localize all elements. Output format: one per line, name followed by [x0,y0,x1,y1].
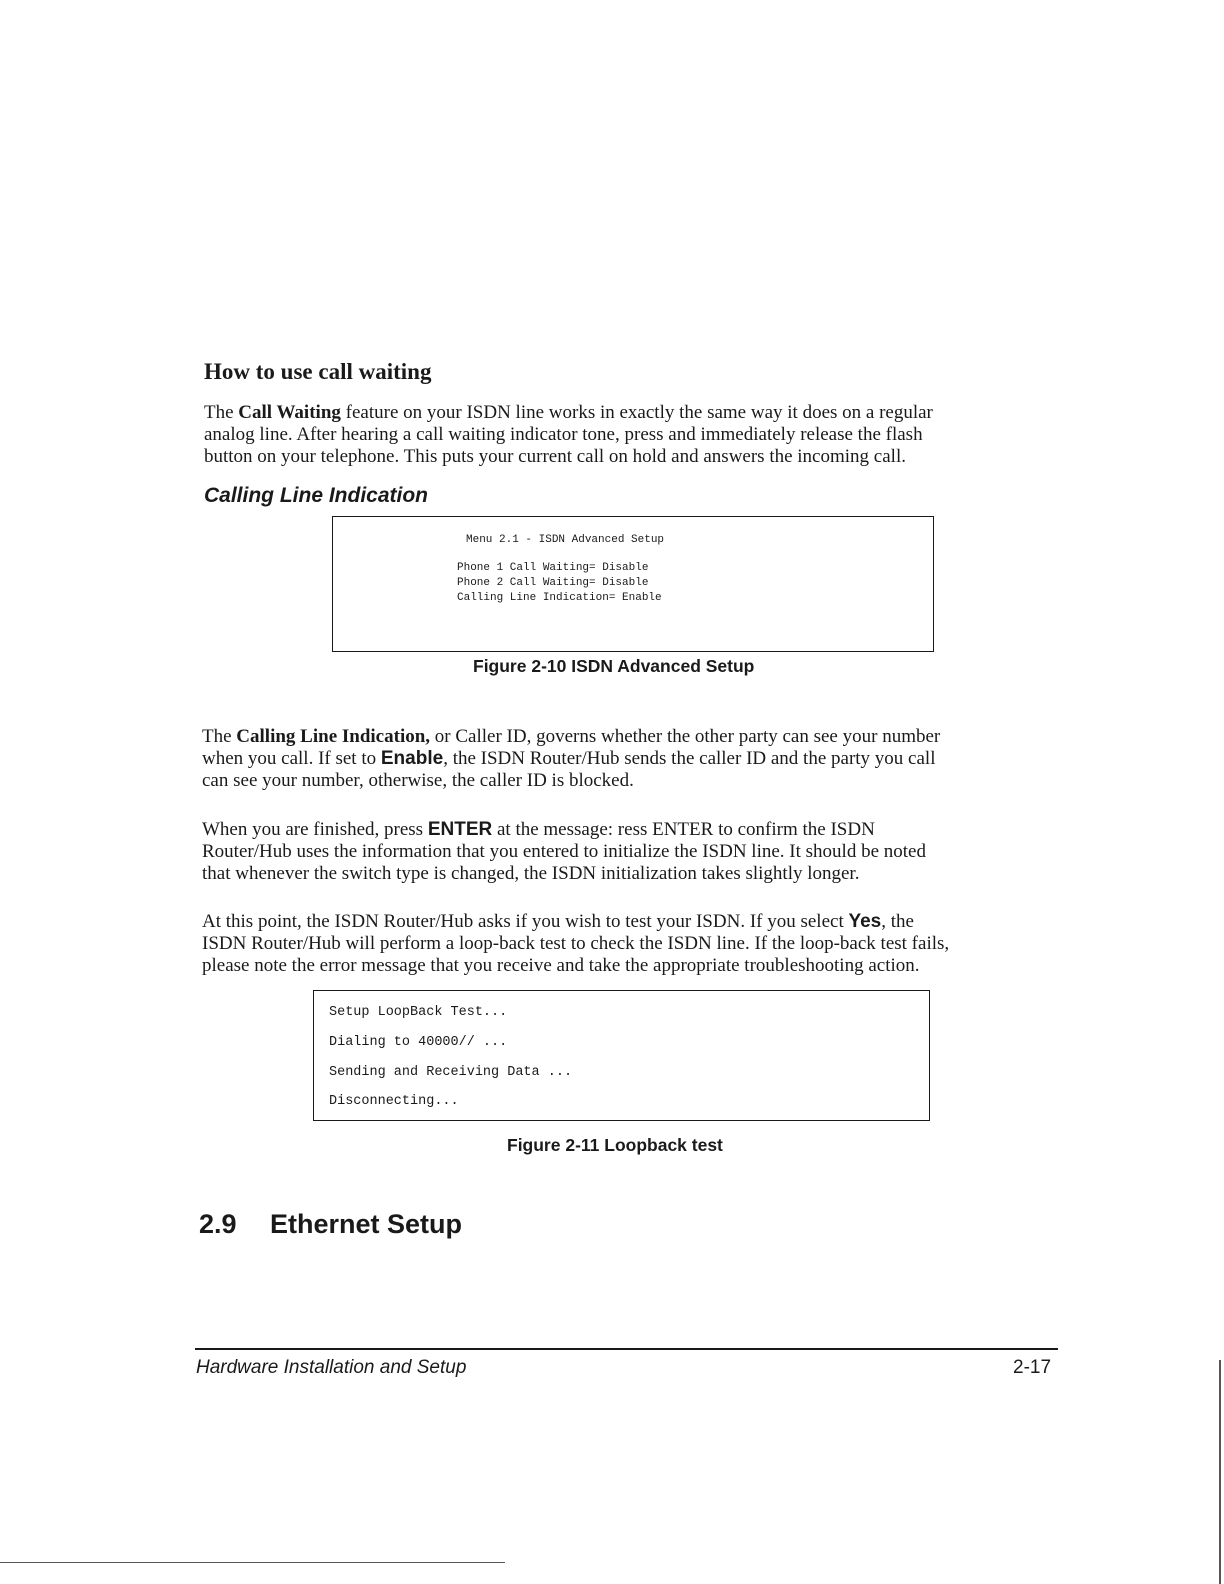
heading-call-waiting: How to use call waiting [204,359,432,384]
paragraph-line: The Call Waiting feature on your ISDN line works in exactly the same way it does on a regular [204,402,933,423]
paragraph-line: Router/Hub uses the information that you entered to initialize the ISDN line. It should be noted [202,841,926,862]
paragraph-line: that whenever the switch type is changed, the ISDN initialization takes slightly longer. [202,863,860,884]
paragraph-line: analog line. After hearing a call waiting indicator tone, press and immediately release the flash [204,424,923,445]
menu-line: Calling Line Indication= Enable [457,592,662,604]
paragraph-calling-line-indication [202,726,940,792]
paragraph-loopback [202,911,949,977]
menu-title: Menu 2.1 - ISDN Advanced Setup [466,534,665,546]
paragraph-line: please note the error message that you receive and take the appropriate troubleshooting action. [202,955,920,976]
loopback-line: Disconnecting... [329,1094,459,1109]
paragraph-line: when you call. If set to Enable, the ISDN Router/Hub sends the caller ID and the party you call [202,748,936,769]
loopback-line: Sending and Receiving Data ... [329,1065,573,1080]
footer-title: Hardware Installation and Setup [196,1357,467,1378]
menu-line: Phone 1 Call Waiting= Disable [457,562,649,574]
paragraph-call-waiting [204,402,933,468]
menu-line: Phone 2 Call Waiting= Disable [457,577,649,589]
heading-calling-line-indication: Calling Line Indication [204,484,429,507]
paragraph-line: At this point, the ISDN Router/Hub asks if you wish to test your ISDN. If you select Yes, the [202,911,914,932]
paragraph-line: The Calling Line Indication, or Caller ID, governs whether the other party can see your number [202,726,941,747]
loopback-line: Dialing to 40000// ... [329,1035,508,1050]
scan-edge-line [0,1562,505,1563]
scan-edge-line [1219,1360,1221,1584]
figure-caption: Figure 2-10 ISDN Advanced Setup [473,656,755,676]
paragraph-line: When you are finished, press ENTER at the message: ress ENTER to confirm the ISDN [202,819,875,840]
paragraph-line: can see your number, otherwise, the caller ID is blocked. [202,770,634,791]
paragraph-line: ISDN Router/Hub will perform a loop-back test to check the ISDN line. If the loop-back test fails, [202,933,950,954]
paragraph-finish [202,819,926,885]
loopback-line: Setup LoopBack Test... [329,1005,508,1020]
figure-isdn-advanced-setup-box [332,516,934,652]
footer-rule [195,1348,1058,1350]
section-number: 2.9 [199,1209,237,1239]
page-number: 2-17 [1013,1357,1052,1378]
figure-caption: Figure 2-11 Loopback test [507,1135,723,1155]
section-title: Ethernet Setup [270,1209,463,1239]
paragraph-line: button on your telephone. This puts your current call on hold and answers the incoming call. [204,446,906,467]
figure-loopback-test-box [313,990,930,1121]
